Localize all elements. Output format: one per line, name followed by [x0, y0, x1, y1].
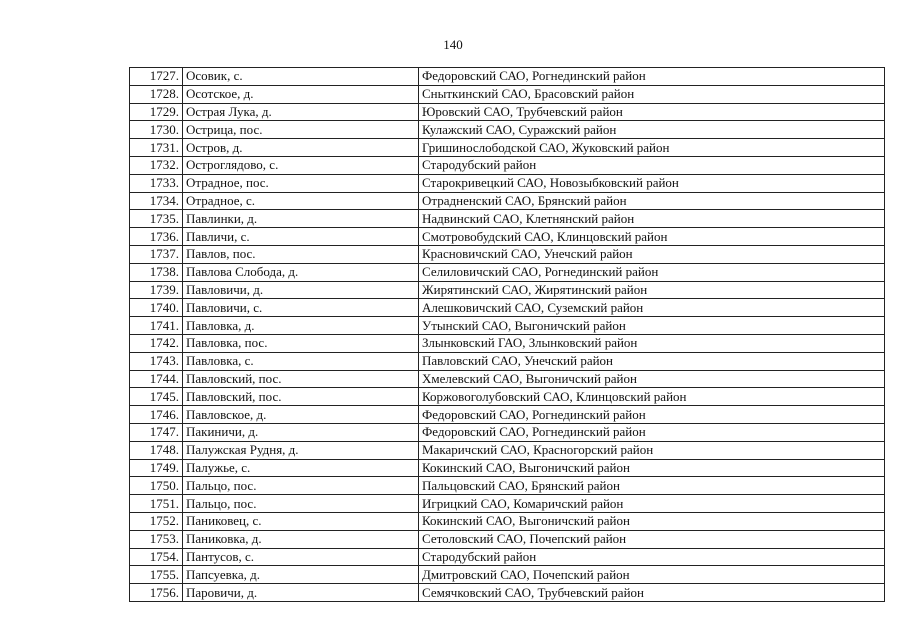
table-body: [130, 68, 885, 602]
table-row: [130, 548, 885, 566]
table-row: [130, 477, 885, 495]
table-row: [130, 423, 885, 441]
administration-district-cell: Юровский САО, Трубчевский район: [419, 103, 885, 121]
table-row: [130, 121, 885, 139]
administration-district-cell: Федоровский САО, Рогнединский район: [419, 423, 885, 441]
row-number-cell: 1756.: [130, 584, 183, 602]
administration-district-cell: Сныткинский САО, Брасовский район: [419, 85, 885, 103]
settlement-name-cell: Остров, д.: [183, 139, 419, 157]
row-number-cell: 1744.: [130, 370, 183, 388]
table-row: [130, 530, 885, 548]
row-number-cell: 1739.: [130, 281, 183, 299]
table-row: [130, 192, 885, 210]
row-number-cell: 1749.: [130, 459, 183, 477]
settlement-name-cell: Паровичи, д.: [183, 584, 419, 602]
row-number-cell: 1733.: [130, 174, 183, 192]
administration-district-cell: Алешковичский САО, Суземский район: [419, 299, 885, 317]
administration-district-cell: Федоровский САО, Рогнединский район: [419, 68, 885, 86]
table-row: [130, 388, 885, 406]
table-row: [130, 68, 885, 86]
administration-district-cell: Селиловичский САО, Рогнединский район: [419, 263, 885, 281]
settlement-name-cell: Пантусов, с.: [183, 548, 419, 566]
row-number-cell: 1752.: [130, 512, 183, 530]
administration-district-cell: Кулажский САО, Суражский район: [419, 121, 885, 139]
table-row: [130, 156, 885, 174]
settlement-name-cell: Паниковка, д.: [183, 530, 419, 548]
table-row: [130, 584, 885, 602]
administration-district-cell: Смотровобудский САО, Клинцовский район: [419, 228, 885, 246]
settlement-name-cell: Павловский, пос.: [183, 388, 419, 406]
settlement-name-cell: Павлова Слобода, д.: [183, 263, 419, 281]
row-number-cell: 1747.: [130, 423, 183, 441]
administration-district-cell: Коржовоголубовский САО, Клинцовский район: [419, 388, 885, 406]
table-row: [130, 174, 885, 192]
row-number-cell: 1740.: [130, 299, 183, 317]
administration-district-cell: Семячковский САО, Трубчевский район: [419, 584, 885, 602]
administration-district-cell: Старокривецкий САО, Новозыбковский район: [419, 174, 885, 192]
settlement-name-cell: Паниковец, с.: [183, 512, 419, 530]
settlement-name-cell: Павлинки, д.: [183, 210, 419, 228]
administration-district-cell: Гришинослободской САО, Жуковский район: [419, 139, 885, 157]
settlement-name-cell: Пальцо, пос.: [183, 477, 419, 495]
administration-district-cell: Макаричский САО, Красногорский район: [419, 441, 885, 459]
administration-district-cell: Стародубский район: [419, 548, 885, 566]
settlement-name-cell: Павловичи, с.: [183, 299, 419, 317]
table-row: [130, 441, 885, 459]
settlement-name-cell: Палужье, с.: [183, 459, 419, 477]
table-row: [130, 495, 885, 513]
settlement-name-cell: Павлов, пос.: [183, 245, 419, 263]
settlement-name-cell: Острая Лука, д.: [183, 103, 419, 121]
row-number-cell: 1732.: [130, 156, 183, 174]
settlement-name-cell: Отрадное, с.: [183, 192, 419, 210]
table-row: [130, 299, 885, 317]
settlement-name-cell: Палужская Рудня, д.: [183, 441, 419, 459]
administration-district-cell: Хмелевский САО, Выгоничский район: [419, 370, 885, 388]
settlement-name-cell: Острица, пос.: [183, 121, 419, 139]
table-row: [130, 459, 885, 477]
row-number-cell: 1746.: [130, 406, 183, 424]
administration-district-cell: Надвинский САО, Клетнянский район: [419, 210, 885, 228]
settlement-name-cell: Папсуевка, д.: [183, 566, 419, 584]
table-row: [130, 263, 885, 281]
administration-district-cell: Дмитровский САО, Почепский район: [419, 566, 885, 584]
row-number-cell: 1734.: [130, 192, 183, 210]
table-row: [130, 245, 885, 263]
settlement-name-cell: Павловка, пос.: [183, 334, 419, 352]
administration-district-cell: Утынский САО, Выгоничский район: [419, 317, 885, 335]
administration-district-cell: Сетоловский САО, Почепский район: [419, 530, 885, 548]
table-row: [130, 370, 885, 388]
row-number-cell: 1728.: [130, 85, 183, 103]
settlement-name-cell: Осовик, с.: [183, 68, 419, 86]
row-number-cell: 1745.: [130, 388, 183, 406]
table-row: [130, 281, 885, 299]
row-number-cell: 1738.: [130, 263, 183, 281]
administration-district-cell: Кокинский САО, Выгоничский район: [419, 512, 885, 530]
row-number-cell: 1735.: [130, 210, 183, 228]
row-number-cell: 1736.: [130, 228, 183, 246]
row-number-cell: 1737.: [130, 245, 183, 263]
row-number-cell: 1748.: [130, 441, 183, 459]
table-row: [130, 317, 885, 335]
row-number-cell: 1731.: [130, 139, 183, 157]
row-number-cell: 1750.: [130, 477, 183, 495]
row-number-cell: 1753.: [130, 530, 183, 548]
row-number-cell: 1751.: [130, 495, 183, 513]
administration-district-cell: Отрадненский САО, Брянский район: [419, 192, 885, 210]
settlement-name-cell: Отрадное, пос.: [183, 174, 419, 192]
row-number-cell: 1742.: [130, 334, 183, 352]
table-row: [130, 512, 885, 530]
administration-district-cell: Стародубский район: [419, 156, 885, 174]
administration-district-cell: Кокинский САО, Выгоничский район: [419, 459, 885, 477]
settlement-name-cell: Павличи, с.: [183, 228, 419, 246]
table-row: [130, 210, 885, 228]
settlement-name-cell: Павловка, д.: [183, 317, 419, 335]
settlement-name-cell: Павловское, д.: [183, 406, 419, 424]
administration-district-cell: Жирятинский САО, Жирятинский район: [419, 281, 885, 299]
settlement-name-cell: Павловский, пос.: [183, 370, 419, 388]
table-row: [130, 228, 885, 246]
row-number-cell: 1730.: [130, 121, 183, 139]
row-number-cell: 1754.: [130, 548, 183, 566]
administration-district-cell: Федоровский САО, Рогнединский район: [419, 406, 885, 424]
settlements-table: [129, 67, 885, 602]
table-row: [130, 566, 885, 584]
settlement-name-cell: Осотское, д.: [183, 85, 419, 103]
settlement-name-cell: Пакиничи, д.: [183, 423, 419, 441]
row-number-cell: 1729.: [130, 103, 183, 121]
row-number-cell: 1741.: [130, 317, 183, 335]
settlement-name-cell: Пальцо, пос.: [183, 495, 419, 513]
table-row: [130, 139, 885, 157]
table-row: [130, 352, 885, 370]
table-row: [130, 334, 885, 352]
settlement-name-cell: Павловичи, д.: [183, 281, 419, 299]
row-number-cell: 1727.: [130, 68, 183, 86]
settlement-name-cell: Павловка, с.: [183, 352, 419, 370]
table-row: [130, 103, 885, 121]
table-row: [130, 406, 885, 424]
administration-district-cell: Игрицкий САО, Комаричский район: [419, 495, 885, 513]
page-number: 140: [443, 37, 463, 52]
row-number-cell: 1743.: [130, 352, 183, 370]
administration-district-cell: Злынковский ГАО, Злынковский район: [419, 334, 885, 352]
administration-district-cell: Павловский САО, Унечский район: [419, 352, 885, 370]
administration-district-cell: Красновичский САО, Унечский район: [419, 245, 885, 263]
settlement-name-cell: Остроглядово, с.: [183, 156, 419, 174]
table-row: [130, 85, 885, 103]
row-number-cell: 1755.: [130, 566, 183, 584]
administration-district-cell: Пальцовский САО, Брянский район: [419, 477, 885, 495]
